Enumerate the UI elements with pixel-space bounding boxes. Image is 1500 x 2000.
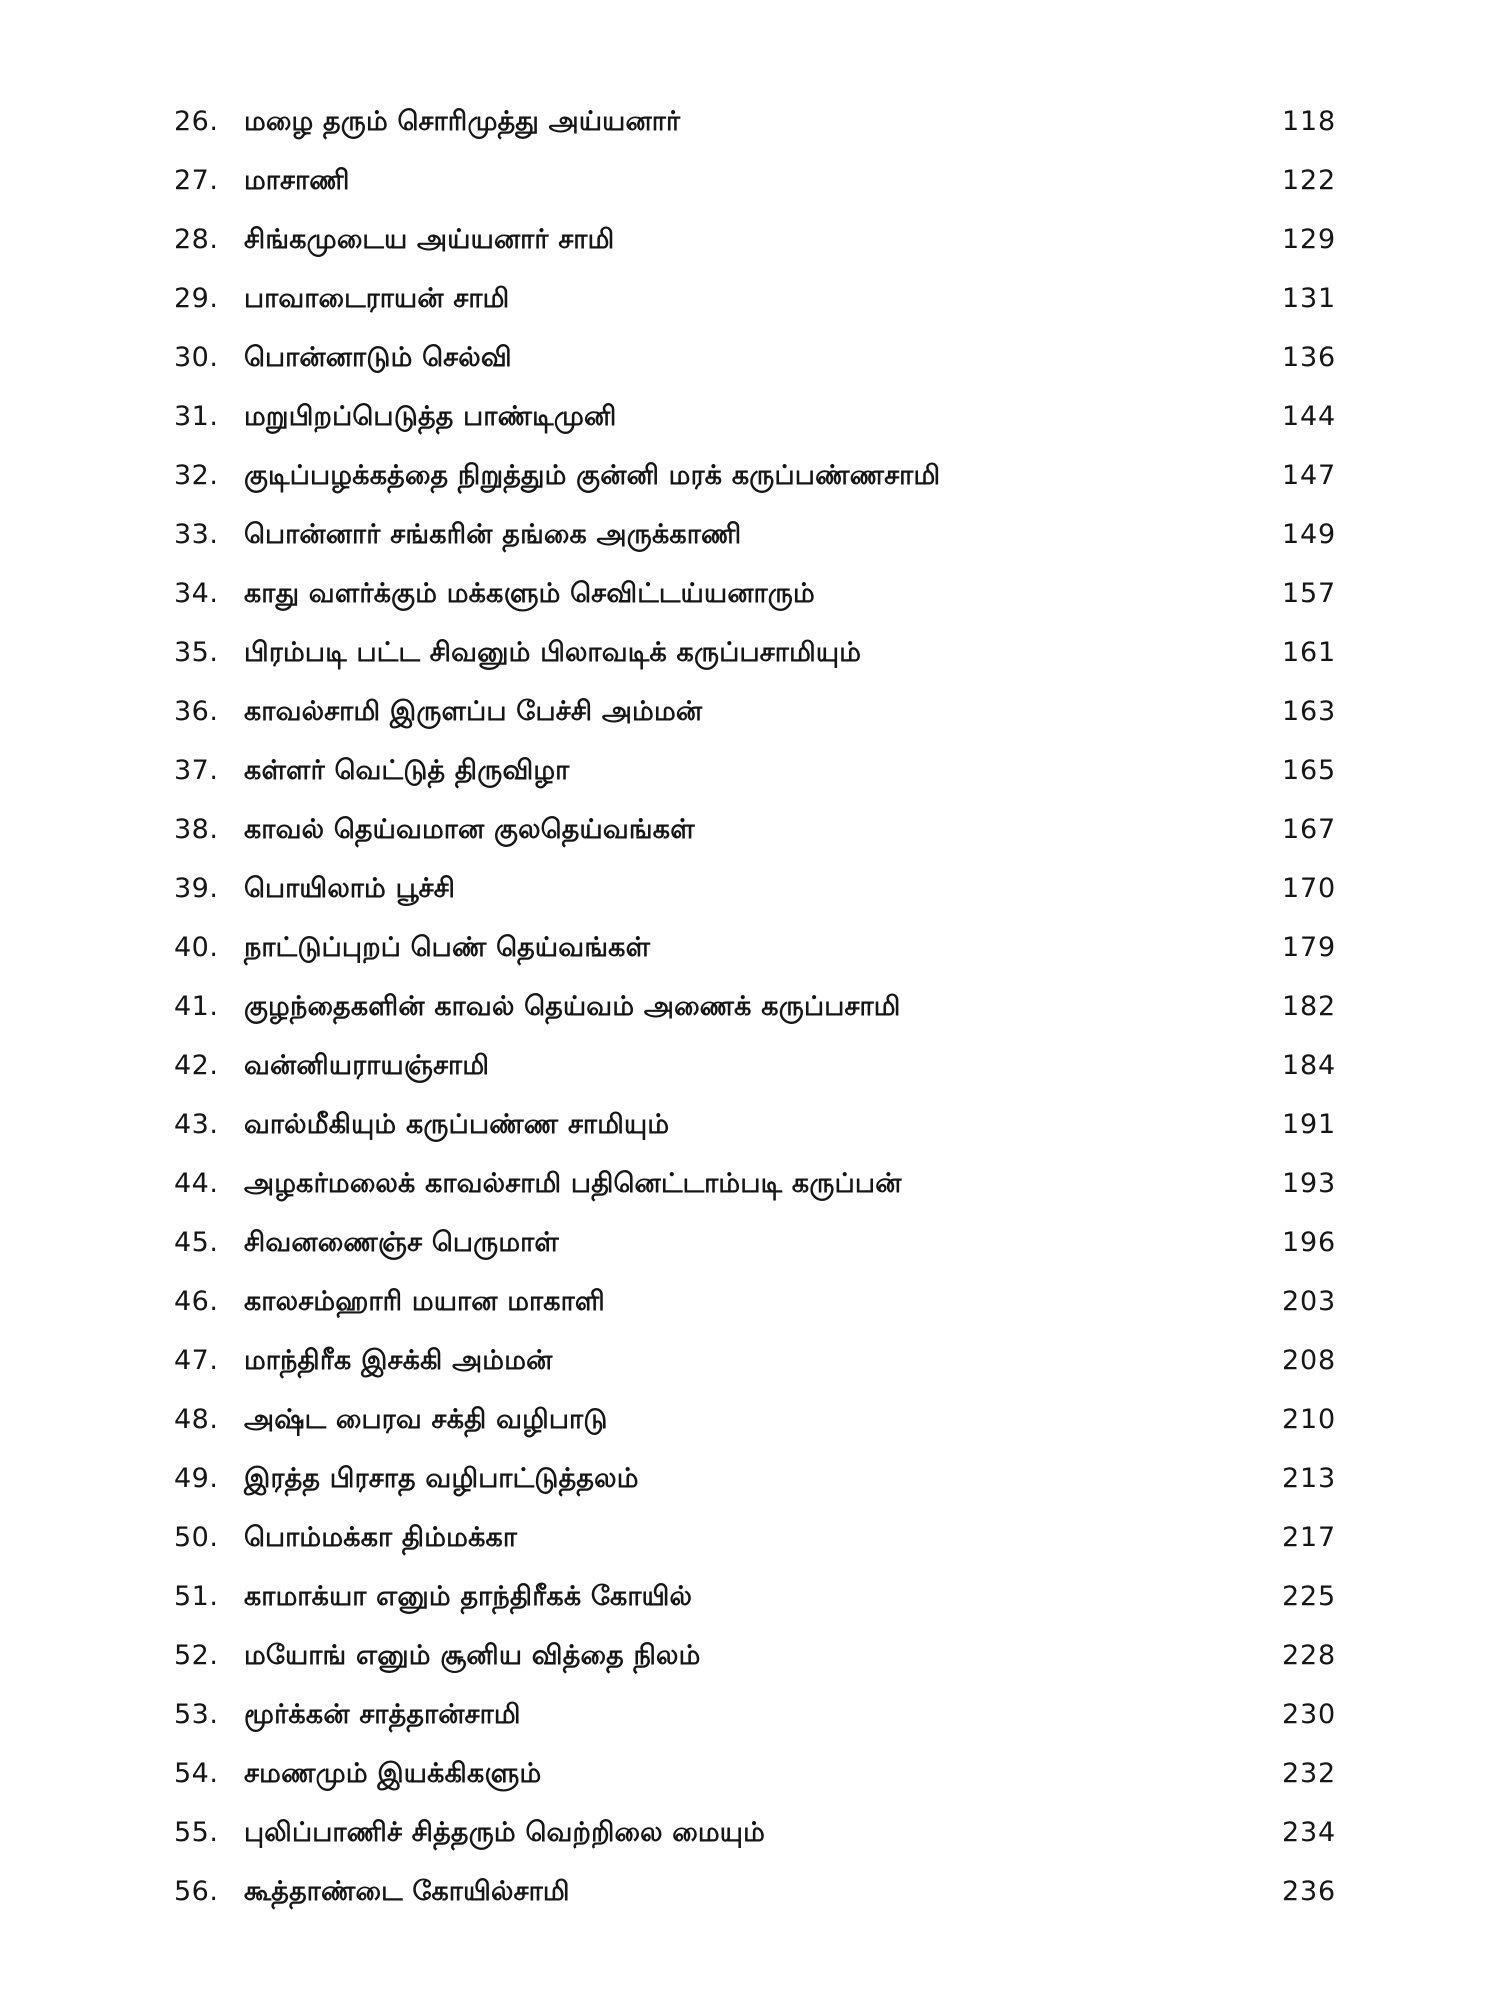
- toc-entry-page-number: 131: [1282, 282, 1336, 314]
- toc-entry-title: மூர்க்கன் சாத்தான்சாமி: [244, 1698, 521, 1730]
- toc-entry-52: [174, 1626, 1364, 1685]
- toc-entry-title: பொன்னார் சங்கரின் தங்கை அருக்காணி: [244, 518, 742, 550]
- toc-entry-36: [174, 682, 1364, 741]
- toc-entry-number: 38.: [174, 813, 219, 845]
- toc-entry-title: மாந்திரீக இசக்கி அம்மன்: [244, 1344, 553, 1376]
- toc-entry-title: பிரம்படி பட்ட சிவனும் பிலாவடிக் கருப்பசாமியும்: [244, 636, 862, 668]
- toc-entry-29: [174, 269, 1364, 328]
- toc-entry-number: 34.: [174, 577, 219, 609]
- toc-entry-number: 27.: [174, 164, 219, 196]
- toc-entry-page-number: 228: [1282, 1639, 1336, 1671]
- toc-entry-title: காவல் தெய்வமான குலதெய்வங்கள்: [244, 813, 695, 845]
- toc-entry-page-number: 163: [1282, 695, 1336, 727]
- toc-entry-page-number: 213: [1282, 1462, 1336, 1494]
- toc-entry-number: 29.: [174, 282, 219, 314]
- toc-entry-28: [174, 210, 1364, 269]
- toc-entry-page-number: 118: [1282, 105, 1336, 137]
- toc-entry-page-number: 234: [1282, 1816, 1336, 1848]
- toc-entry-number: 56.: [174, 1875, 219, 1907]
- toc-entry-title: சிங்கமுடைய அய்யனார் சாமி: [244, 223, 615, 255]
- toc-entry-title: மயோங் எனும் சூனிய வித்தை நிலம்: [244, 1639, 701, 1671]
- toc-entry-number: 36.: [174, 695, 219, 727]
- toc-entry-number: 30.: [174, 341, 219, 373]
- toc-entry-title: பொயிலாம் பூச்சி: [244, 872, 456, 904]
- toc-entry-page-number: 161: [1282, 636, 1336, 668]
- toc-entry-number: 40.: [174, 931, 219, 963]
- toc-entry-48: [174, 1390, 1364, 1449]
- toc-entry-35: [174, 623, 1364, 682]
- toc-entry-42: [174, 1036, 1364, 1095]
- toc-entry-page-number: 191: [1282, 1108, 1336, 1140]
- toc-entry-page-number: 193: [1282, 1167, 1336, 1199]
- toc-entry-title: அஷ்ட பைரவ சக்தி வழிபாடு: [244, 1403, 608, 1435]
- toc-entry-47: [174, 1331, 1364, 1390]
- toc-entry-number: 51.: [174, 1580, 219, 1612]
- toc-entry-number: 55.: [174, 1816, 219, 1848]
- toc-entry-title: பாவாடைராயன் சாமி: [244, 282, 510, 314]
- toc-entry-number: 48.: [174, 1403, 219, 1435]
- toc-entry-number: 26.: [174, 105, 219, 137]
- toc-entry-53: [174, 1685, 1364, 1744]
- toc-entry-title: காது வளர்க்கும் மக்களும் செவிட்டய்யனாரும்: [244, 577, 815, 609]
- toc-entry-number: 31.: [174, 400, 219, 432]
- toc-entry-26: [174, 92, 1364, 151]
- toc-entry-title: புலிப்பாணிச் சித்தரும் வெற்றிலை மையும்: [244, 1816, 766, 1848]
- toc-entry-45: [174, 1213, 1364, 1272]
- toc-entry-page-number: 208: [1282, 1344, 1336, 1376]
- toc-entry-page-number: 203: [1282, 1285, 1336, 1317]
- toc-entry-number: 53.: [174, 1698, 219, 1730]
- toc-entry-33: [174, 505, 1364, 564]
- toc-entry-number: 37.: [174, 754, 219, 786]
- toc-entry-page-number: 157: [1282, 577, 1336, 609]
- toc-entry-30: [174, 328, 1364, 387]
- toc-entry-31: [174, 387, 1364, 446]
- toc-entry-page-number: 182: [1282, 990, 1336, 1022]
- toc-entry-title: வன்னியராயஞ்சாமி: [244, 1049, 490, 1081]
- toc-entry-number: 41.: [174, 990, 219, 1022]
- toc-entry-43: [174, 1095, 1364, 1154]
- toc-entry-page-number: 236: [1282, 1875, 1336, 1907]
- toc-entry-title: பொம்மக்கா திம்மக்கா: [244, 1521, 518, 1553]
- toc-entry-37: [174, 741, 1364, 800]
- toc-entry-number: 46.: [174, 1285, 219, 1317]
- toc-entry-44: [174, 1154, 1364, 1213]
- toc-entry-page-number: 170: [1282, 872, 1336, 904]
- toc-entry-title: காமாக்யா எனும் தாந்திரீகக் கோயில்: [244, 1580, 693, 1612]
- toc-entry-55: [174, 1803, 1364, 1862]
- toc-entry-page-number: 225: [1282, 1580, 1336, 1612]
- toc-entry-32: [174, 446, 1364, 505]
- toc-entry-title: சமணமும் இயக்கிகளும்: [244, 1757, 542, 1789]
- toc-entry-49: [174, 1449, 1364, 1508]
- toc-entry-title: மழை தரும் சொரிமுத்து அய்யனார்: [244, 105, 681, 137]
- toc-entry-number: 49.: [174, 1462, 219, 1494]
- toc-entry-page-number: 179: [1282, 931, 1336, 963]
- toc-entry-page-number: 136: [1282, 341, 1336, 373]
- toc-entry-title: கள்ளர் வெட்டுத் திருவிழா: [244, 754, 570, 786]
- toc-entry-page-number: 184: [1282, 1049, 1336, 1081]
- toc-entry-page-number: 210: [1282, 1403, 1336, 1435]
- toc-entry-title: அழகர்மலைக் காவல்சாமி பதினெட்டாம்படி கருப்பன்: [244, 1167, 902, 1199]
- toc-entry-number: 33.: [174, 518, 219, 550]
- toc-entry-number: 54.: [174, 1757, 219, 1789]
- toc-entry-46: [174, 1272, 1364, 1331]
- toc-entry-title: குழந்தைகளின் காவல் தெய்வம் அணைக் கருப்பசாமி: [244, 990, 901, 1022]
- toc-entry-title: மாசாணி: [244, 164, 350, 196]
- toc-entry-number: 32.: [174, 459, 219, 491]
- toc-entry-39: [174, 859, 1364, 918]
- toc-entry-number: 42.: [174, 1049, 219, 1081]
- toc-entry-title: குடிப்பழக்கத்தை நிறுத்தும் குன்னி மரக் கருப்பண்ணசாமி: [244, 459, 941, 491]
- toc-entry-number: 28.: [174, 223, 219, 255]
- toc-entry-56: [174, 1862, 1364, 1921]
- toc-list: [174, 92, 1364, 1921]
- toc-entry-page-number: 230: [1282, 1698, 1336, 1730]
- toc-entry-title: காலசம்ஹாரி மயான மாகாளி: [244, 1285, 605, 1317]
- toc-entry-title: நாட்டுப்புறப் பெண் தெய்வங்கள்: [244, 931, 651, 963]
- toc-entry-27: [174, 151, 1364, 210]
- toc-entry-page-number: 129: [1282, 223, 1336, 255]
- toc-entry-page-number: 144: [1282, 400, 1336, 432]
- toc-entry-38: [174, 800, 1364, 859]
- toc-entry-title: பொன்னாடும் செல்வி: [244, 341, 512, 373]
- toc-entry-number: 43.: [174, 1108, 219, 1140]
- toc-entry-title: காவல்சாமி இருளப்ப பேச்சி அம்மன்: [244, 695, 703, 727]
- toc-entry-title: இரத்த பிரசாத வழிபாட்டுத்தலம்: [244, 1462, 639, 1494]
- toc-entry-number: 52.: [174, 1639, 219, 1671]
- toc-entry-page-number: 147: [1282, 459, 1336, 491]
- toc-entry-54: [174, 1744, 1364, 1803]
- toc-entry-34: [174, 564, 1364, 623]
- toc-entry-page-number: 149: [1282, 518, 1336, 550]
- toc-entry-40: [174, 918, 1364, 977]
- toc-entry-title: மறுபிறப்பெடுத்த பாண்டிமுனி: [244, 400, 617, 432]
- toc-entry-title: சிவனணைஞ்ச பெருமாள்: [244, 1226, 559, 1258]
- toc-entry-50: [174, 1508, 1364, 1567]
- toc-entry-page-number: 217: [1282, 1521, 1336, 1553]
- toc-entry-page-number: 196: [1282, 1226, 1336, 1258]
- toc-entry-number: 35.: [174, 636, 219, 668]
- toc-entry-number: 44.: [174, 1167, 219, 1199]
- toc-entry-51: [174, 1567, 1364, 1626]
- toc-entry-page-number: 167: [1282, 813, 1336, 845]
- toc-entry-number: 39.: [174, 872, 219, 904]
- toc-entry-title: கூத்தாண்டை கோயில்சாமி: [244, 1875, 570, 1907]
- toc-entry-41: [174, 977, 1364, 1036]
- toc-entry-number: 45.: [174, 1226, 219, 1258]
- toc-entry-number: 47.: [174, 1344, 219, 1376]
- toc-entry-page-number: 122: [1282, 164, 1336, 196]
- toc-entry-page-number: 232: [1282, 1757, 1336, 1789]
- toc-entry-title: வால்மீகியும் கருப்பண்ண சாமியும்: [244, 1108, 670, 1140]
- toc-entry-page-number: 165: [1282, 754, 1336, 786]
- toc-entry-number: 50.: [174, 1521, 219, 1553]
